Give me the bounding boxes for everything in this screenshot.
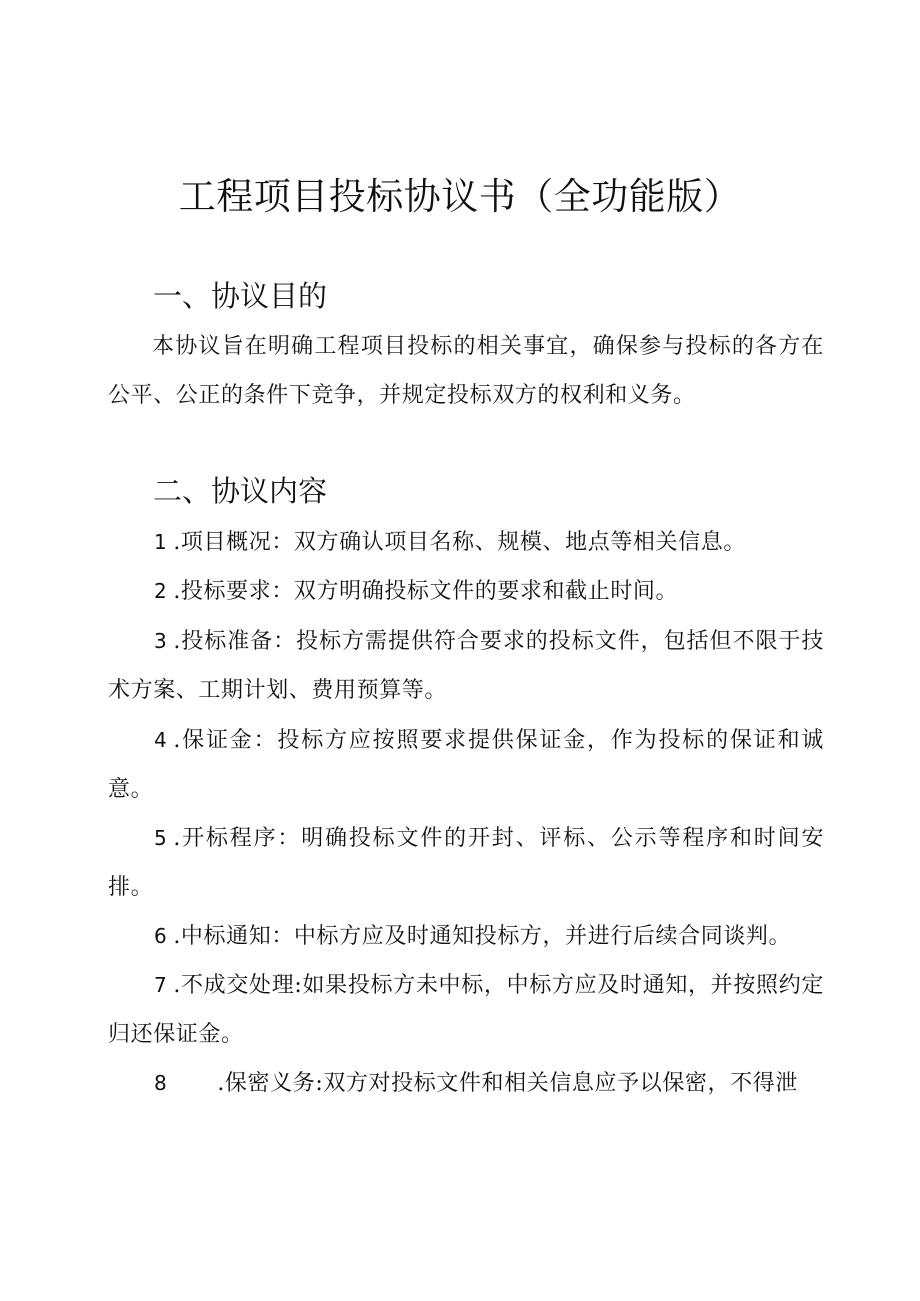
list-item [108, 617, 824, 715]
list-item [108, 567, 824, 616]
document-title: 工程项目投标协议书（全功能版） [178, 175, 742, 218]
list-item [108, 912, 824, 961]
list-item [108, 518, 824, 567]
item-text: .开标程序：明确投标文件的开封、评标、公示等程序和时间安排。 [108, 826, 824, 900]
item-number: 4 [154, 728, 168, 752]
item-text: .中标通知：中标方应及时通知投标方，并进行后续合同谈判。 [173, 924, 792, 949]
item-number: 3 [154, 629, 168, 653]
item-number: 7 [154, 973, 168, 997]
item-text: .保密义务:双方对投标文件和相关信息应予以保密，不得泄 [217, 1071, 798, 1096]
list-item [108, 716, 824, 814]
item-number: 1 [154, 530, 168, 554]
item-text: .投标准备：投标方需提供符合要求的投标文件，包括但不限于技术方案、工期计划、费用预算等。 [108, 629, 824, 703]
item-text: .保证金：投标方应按照要求提供保证金，作为投标的保证和诚意。 [108, 728, 824, 802]
item-number: 2 [154, 579, 168, 603]
item-number: 6 [154, 924, 168, 948]
list-item [108, 961, 824, 1059]
purpose-paragraph: 本协议旨在明确工程项目投标的相关事宜，确保参与投标的各方在公平、公正的条件下竞争，并规定投标双方的权利和义务。 [108, 334, 824, 408]
item-text: .不成交处理:如果投标方未中标，中标方应及时通知，并按照约定归还保证金。 [108, 973, 824, 1047]
section-heading-purpose: 一、协议目的 [153, 279, 328, 313]
item-text: .投标要求：双方明确投标文件的要求和截止时间。 [173, 579, 679, 604]
list-item [108, 1059, 824, 1108]
item-number: 5 [154, 826, 168, 850]
item-number: 8 [154, 1071, 168, 1095]
item-text: .项目概况：双方确认项目名称、规模、地点等相关信息。 [173, 530, 746, 555]
list-item [108, 814, 824, 912]
section-heading-content: 二、协议内容 [153, 474, 328, 508]
